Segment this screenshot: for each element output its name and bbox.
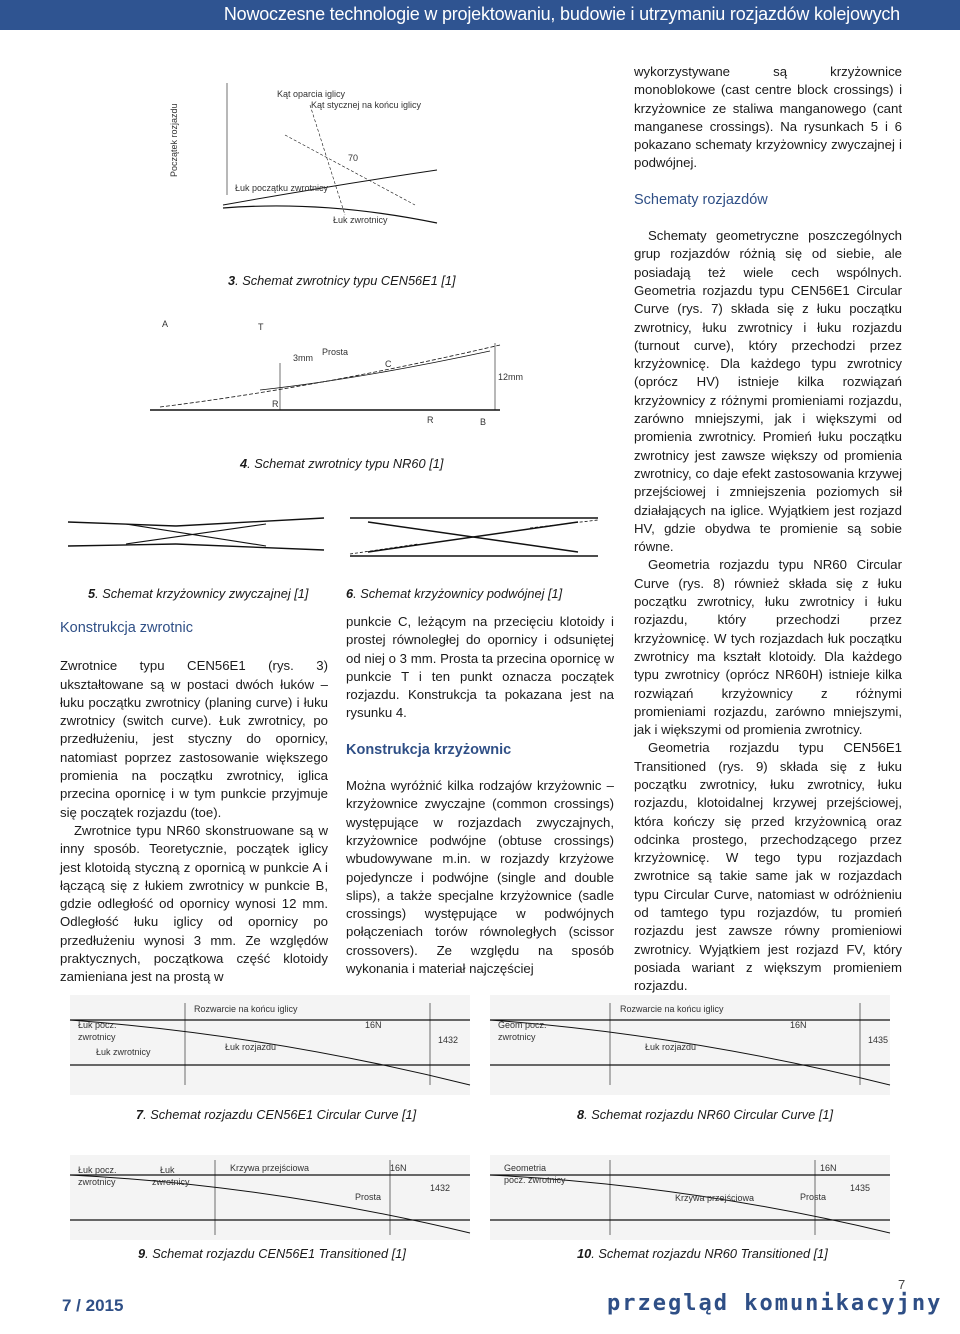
figure-9-diagram xyxy=(70,1155,470,1240)
fig8-label-geom-pocz: Geom pocz. xyxy=(498,1020,547,1030)
fig3-label-poczatek: Początek rozjazdu xyxy=(169,103,179,177)
fig4-label-b: B xyxy=(480,417,487,427)
fig4-label-3mm: 3mm xyxy=(293,353,313,363)
middle-column xyxy=(346,613,614,978)
fig3-label-dim-70: 70 xyxy=(348,153,359,163)
middle-paragraph-1: punkcie C, leżącym na przecięciu klotoidy i prostej równoległej do opornicy i odsuniętej od niej o 3 mm. Prosta ta przecina opornicę w punkcie T i ten punkt oznacza początek rozjazdu. Konstrukcja ta pokazana jest na rysunku 4. xyxy=(346,614,614,721)
fig8-label-zwrotnicy: zwrotnicy xyxy=(498,1032,536,1042)
fig3-label-luk-poczatku: Łuk początku zwrotnicy xyxy=(235,183,329,193)
figure-3-caption: 3. Schemat zwrotnicy typu CEN56E1 [1] xyxy=(228,273,456,288)
fig10-label-16n: 16N xyxy=(820,1163,837,1173)
figure-8-caption: 8. Schemat rozjazdu NR60 Circular Curve [1] xyxy=(577,1107,834,1122)
fig7-label-16n: 16N xyxy=(365,1020,382,1030)
fig3-label-kat-oparcia: Kąt oparcia iglicy xyxy=(277,89,346,99)
fig9-label-prosta: Prosta xyxy=(355,1192,382,1202)
fig10-label-pocz-zwrotnicy: pocz. zwrotnicy xyxy=(504,1175,566,1185)
right-paragraph-4: Geometria rozjazdu typu CEN56E1 Transitioned (rys. 9) składa się z łuku początku zwrotnicy, łuku zwrotnicy, łuku rozjazdu, klotoidalnej krzywej przejściowej, która kończy się przed krzyżownicą oraz odcinka prostego, przechodzącego przez krzyżownicę. W tego typu rozjazdach zwrotnice są takie same jak w rozjazdach typu Circular Curve, natomiast w odróżnieniu od tamtego typu rozjazdów, tu promień rozjazdu jest zawsze równy promieniowi zwrotnicy. Wyjątkiem jest rozjazd FV, który posiada wariant z większym promieniem rozjazdu. xyxy=(634,740,902,994)
fig9-label-krzywa: Krzywa przejściowa xyxy=(230,1163,310,1173)
section-heading-krzyzownic: Konstrukcja krzyżownic xyxy=(346,741,512,758)
section-heading-schematy: Schematy rozjazdów xyxy=(634,191,768,208)
fig7-label-luk-pocz: Łuk pocz. xyxy=(78,1020,117,1030)
fig8-label-16n: 16N xyxy=(790,1020,807,1030)
fig9-label-1432: 1432 xyxy=(430,1183,451,1193)
fig4-label-a: A xyxy=(162,319,169,329)
figure-6-caption: 6. Schemat krzyżownicy podwójnej [1] xyxy=(346,586,563,601)
figure-5-diagram xyxy=(66,508,328,558)
fig7-label-luk-zwrotnicy: Łuk zwrotnicy xyxy=(96,1047,151,1057)
fig10-label-geometria: Geometria xyxy=(504,1163,547,1173)
figure-8-diagram xyxy=(490,995,890,1095)
fig8-label-rozwarcie: Rozwarcie na końcu iglicy xyxy=(620,1004,724,1014)
fig4-label-r1: R xyxy=(272,399,279,409)
figure-4-diagram xyxy=(140,315,540,435)
footer-issue: 7 / 2015 xyxy=(62,1296,124,1315)
fig4-label-t: T xyxy=(258,322,264,332)
right-column xyxy=(634,63,902,996)
fig9-label-zwrotnicy-2: zwrotnicy xyxy=(152,1177,190,1187)
fig10-label-prosta: Prosta xyxy=(800,1192,827,1202)
right-paragraph-2: Schematy geometryczne poszczególnych grup rozjazdów różnią się od siebie, ale posiadają też wiele cech wspólnych. Geometria rozjazdu typu CEN56E1 Circular Curve (rys. 7) składa się z łuku początku zwrotnicy, łuku zwrotnicy i łuku rozjazdu (turnout curve), który przechodzi przez krzyżownicę. Dla każdego typu zwrotnicy (oprócz HV) istnieje kilka rozwiązań krzyżownicy z różnymi promieniami rozjazdu, zarówno mniejszymi, jak i większymi od promienia zwrotnicy. Promień łuku początku zwrotnicy jest zawsze większy od promienia zwrotnicy, co daje efekt zastosowania krzywej przejściowej i zmniejszenia poziomych sił działających na iglice. Wyjątkiem jest rozjazd HV, gdzie obydwa te promienie są sobie równe. xyxy=(634,228,902,555)
fig10-label-1435: 1435 xyxy=(850,1183,871,1193)
fig8-label-1435: 1435 xyxy=(868,1035,889,1045)
fig3-label-kat-stycznej: Kąt stycznej na końcu iglicy xyxy=(311,100,422,110)
fig7-label-1432: 1432 xyxy=(438,1035,459,1045)
fig9-label-16n: 16N xyxy=(390,1163,407,1173)
fig4-label-c: C xyxy=(385,359,392,369)
fig8-label-luk-rozjazdu: Łuk rozjazdu xyxy=(645,1042,697,1052)
left-paragraph-1: Zwrotnice typu CEN56E1 (rys. 3) ukształtowane są w postaci dwóch łuków – łuku początku zwrotnicy (planing curve) i łuku zwrotnicy (switch curve). Łuk zwrotnicy, po przedłużeniu, jest styczny do opornicy, natomiast poprzez zastosowanie większego promienia na początku zwrotnicy, iglica przecina opornicę i w tym punkcie przyjmuje się początek rozjazdu (toe). xyxy=(60,658,328,820)
left-column xyxy=(60,619,328,987)
fig7-label-zwrotnicy: zwrotnicy xyxy=(78,1032,116,1042)
header-title: Nowoczesne technologie w projektowaniu, budowie i utrzymaniu rozjazdów kolejowych xyxy=(223,4,900,24)
figure-7-diagram xyxy=(70,995,470,1095)
figure-7-caption: 7. Schemat rozjazdu CEN56E1 Circular Curve [1] xyxy=(136,1107,417,1122)
fig4-label-12mm: 12mm xyxy=(498,372,524,382)
fig9-label-luk-pocz: Łuk pocz. xyxy=(78,1165,117,1175)
figure-9-caption: 9. Schemat rozjazdu CEN56E1 Transitioned [1] xyxy=(138,1246,406,1261)
figure-3-diagram xyxy=(169,65,445,270)
footer-page-number: 7 xyxy=(898,1277,906,1292)
fig9-label-zwrotnicy: zwrotnicy xyxy=(78,1177,116,1187)
section-heading-zwrotnic: Konstrukcja zwrotnic xyxy=(60,620,193,636)
footer-magazine-logo: przegląd komunikacyjny xyxy=(607,1291,943,1316)
figure-5-caption: 5. Schemat krzyżownicy zwyczajnej [1] xyxy=(88,586,309,601)
fig4-label-r2: R xyxy=(427,415,434,425)
figure-10-diagram xyxy=(490,1155,890,1240)
figure-4-caption: 4. Schemat zwrotnicy typu NR60 [1] xyxy=(240,456,444,471)
middle-paragraph-2: Można wyróżnić kilka rodzajów krzyżownic – krzyżownice zwyczajne (common crossings) występujące w rozjazdach zwyczajnych, krzyżownice podwójne (obtuse crossings) wbudowywane m.in. w rozjazdy krzyżowe pojedyncze i podwójne (single and double slips), a także specjalne krzyżownice (sadle crossings) występujące w podwójnych połączeniach torów równoległych (scissor crossovers). Ze względu na sposób wykonania i materiał najczęściej xyxy=(346,778,614,977)
fig9-label-luk: Łuk xyxy=(160,1165,175,1175)
fig3-label-luk-zwrotnicy: Łuk zwrotnicy xyxy=(333,215,388,225)
figure-6-diagram xyxy=(348,510,600,565)
fig10-label-krzywa: Krzywa przejściowa xyxy=(675,1193,755,1203)
fig4-label-prosta: Prosta xyxy=(322,347,349,357)
figure-10-caption: 10. Schemat rozjazdu NR60 Transitioned [1] xyxy=(577,1246,828,1261)
fig7-label-luk-rozjazdu: Łuk rozjazdu xyxy=(225,1042,277,1052)
fig7-label-rozwarcie: Rozwarcie na końcu iglicy xyxy=(194,1004,298,1014)
right-paragraph-1: wykorzystywane są krzyżownice monoblokowe (cast centre block crossings) i krzyżownice ze staliwa manganowego (cant manganese crossings). Na rysunkach 5 i 6 pokazano schematy krzyżownicy zwyczajnej i podwójnej. xyxy=(634,64,902,171)
left-paragraph-2: Zwrotnice typu NR60 skonstruowane są w inny sposób. Teoretycznie, początek iglicy jest klotoidą styczną z opornicą w punkcie A i łączącą się z łukiem zwrotnicy w punkcie B, gdzie odległość od opornicy wynosi 12 mm. Odległość łuku iglicy od opornicy po przedłużeniu wynosi 3 mm. Ze względów praktycznych, początkowa część klotoidy zamieniana jest na prostą w xyxy=(60,822,328,985)
right-paragraph-3: Geometria rozjazdu typu NR60 Circular Curve (rys. 8) również składa się z łuku początku zwrotnicy, łuku zwrotnicy i łuku rozjazdu, który przechodzi przez krzyżownicę. W tych rozjazdach łuk początku zwrotnicy ma kształt klotoidy. Dla każdego typu zwrotnicy (oprócz NR60H) istnieje kilka rozwiązań krzyżownicy z różnymi promieniami rozjazdu, zarówno mniejszymi, jak i większymi od promienia zwrotnicy. xyxy=(634,557,902,738)
